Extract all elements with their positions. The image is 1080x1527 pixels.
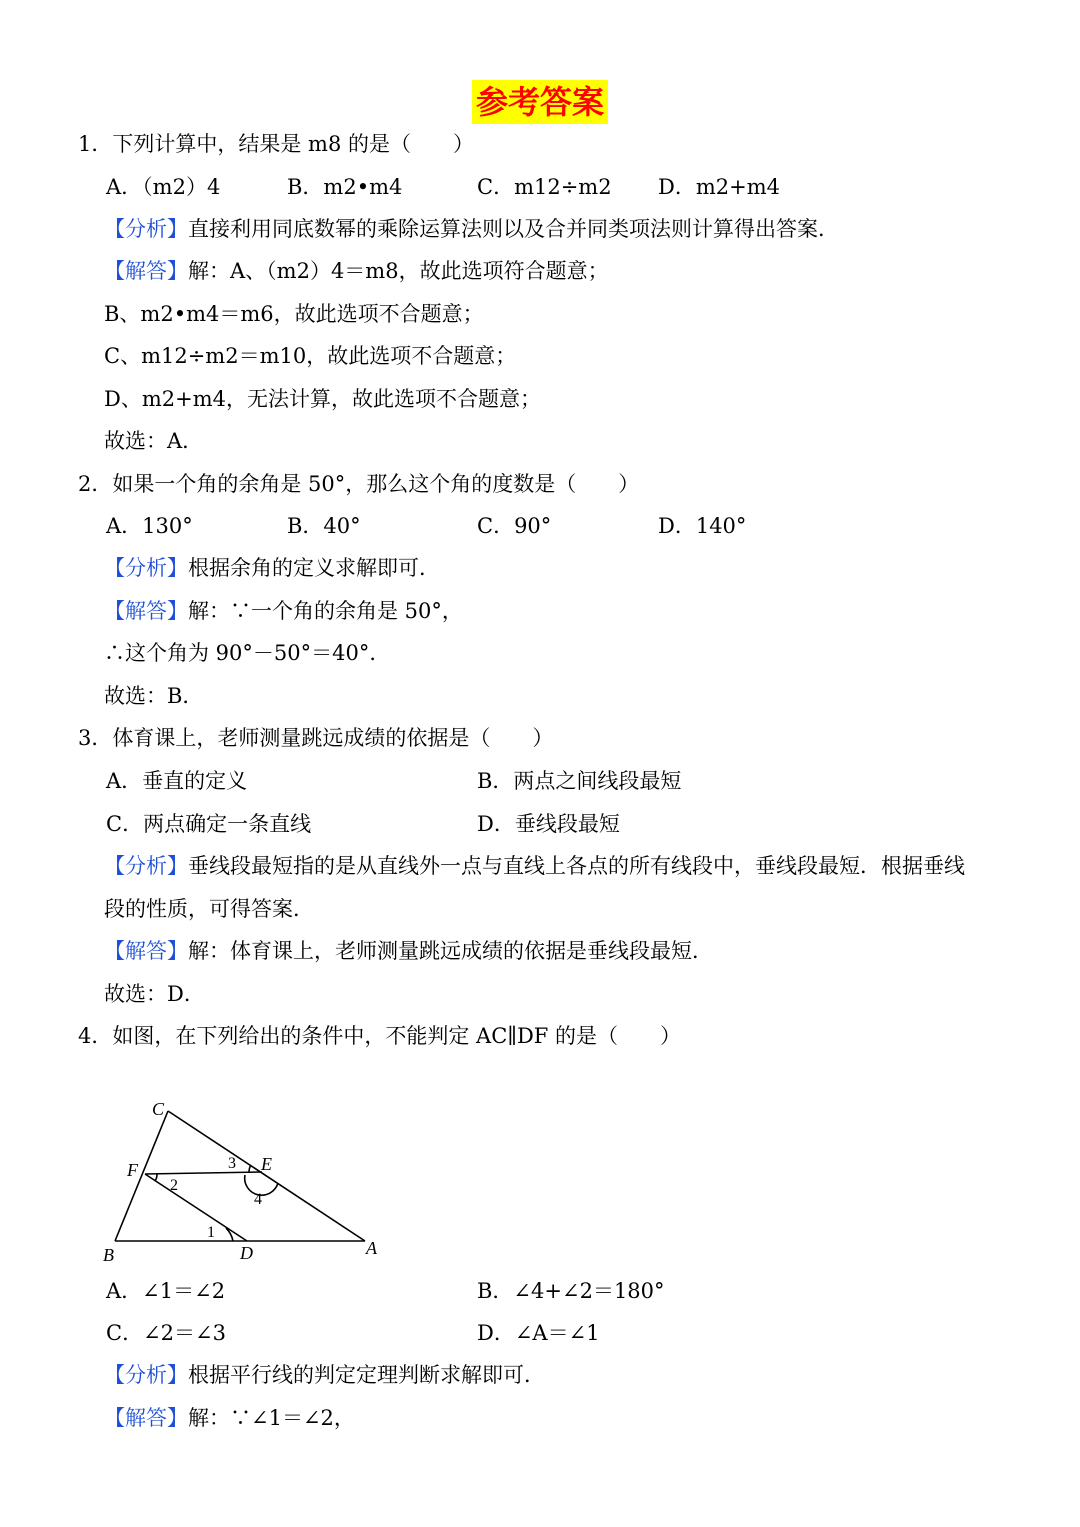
answer-tag: 【解答】	[104, 599, 188, 623]
q2-analysis	[104, 554, 440, 582]
q1-answer-line-d: D、m2+m4，无法计算，故此选项不合题意；	[104, 387, 541, 411]
segment-FE	[145, 1172, 262, 1174]
q4-stem: 4．如图，在下列给出的条件中，不能判定 AC∥DF 的是（ ）	[78, 1024, 682, 1048]
segment-CA	[168, 1111, 365, 1241]
label-D: D	[240, 1243, 253, 1263]
answer-tag: 【解答】	[104, 1406, 188, 1430]
label-B: B	[103, 1245, 114, 1265]
q4-option-c: C．∠2＝∠3	[106, 1321, 226, 1345]
q4-option-a: A．∠1＝∠2	[106, 1279, 226, 1303]
geometry-figure	[95, 1095, 395, 1270]
q1-option-b: B．m2•m4	[287, 175, 403, 199]
analysis-text: 直接利用同底数幂的乘除运算法则以及合并同类项法则计算得出答案．	[188, 217, 839, 241]
q2-answer-line-2: ∴这个角为 90°－50°＝40°．	[104, 641, 391, 665]
q1-option-d: D．m2+m4	[658, 175, 780, 199]
q4-option-d: D．∠A＝∠1	[477, 1321, 600, 1345]
q1-conclusion: 故选：A．	[104, 429, 204, 453]
answer-text: 解：A、（m2）4＝m8，故此选项符合题意；	[188, 259, 609, 283]
segment-FD	[145, 1174, 247, 1241]
q3-answer	[104, 937, 713, 965]
label-A: A	[366, 1238, 377, 1258]
q3-stem: 3．体育课上，老师测量跳远成绩的依据是（ ）	[78, 726, 554, 750]
q1-option-a: A．（m2）4	[106, 175, 221, 199]
page-title: 参考答案	[472, 80, 608, 124]
angle-arc-2	[155, 1174, 157, 1181]
answer-tag: 【解答】	[104, 259, 188, 283]
analysis-text: 根据余角的定义求解即可．	[188, 556, 440, 580]
analysis-tag: 【分析】	[104, 556, 188, 580]
q4-analysis	[104, 1361, 545, 1389]
q3-analysis	[104, 852, 965, 880]
q3-option-b: B．两点之间线段最短	[477, 769, 682, 793]
q1-answer	[104, 257, 609, 285]
q1-answer-line-b: B、m2•m4＝m6，故此选项不合题意；	[104, 302, 484, 326]
analysis-tag: 【分析】	[104, 1363, 188, 1387]
analysis-text: 根据平行线的判定定理判断求解即可．	[188, 1363, 545, 1387]
answer-text: 解：体育课上，老师测量跳远成绩的依据是垂线段最短．	[188, 939, 713, 963]
answer-text: 解：∵一个角的余角是 50°，	[188, 599, 463, 623]
q1-stem: 1．下列计算中，结果是 m8 的是（ ）	[78, 132, 474, 156]
q3-analysis-line-2: 段的性质，可得答案．	[104, 897, 314, 921]
label-E: E	[261, 1154, 272, 1174]
q2-answer	[104, 597, 463, 625]
q3-option-c: C．两点确定一条直线	[106, 812, 312, 836]
q3-conclusion: 故选：D．	[104, 982, 205, 1006]
q2-option-d: D．140°	[658, 514, 747, 538]
title-wrap	[0, 80, 1080, 124]
q2-conclusion: 故选：B．	[104, 684, 204, 708]
q4-option-b: B．∠4+∠2＝180°	[477, 1279, 665, 1303]
q2-option-a: A．130°	[106, 514, 193, 538]
q3-option-a: A．垂直的定义	[106, 769, 248, 793]
q2-stem: 2．如果一个角的余角是 50°，那么这个角的度数是（ ）	[78, 472, 640, 496]
label-angle-4: 4	[254, 1191, 262, 1208]
label-angle-3: 3	[228, 1155, 236, 1172]
angle-arc-3	[249, 1165, 251, 1172]
label-C: C	[152, 1099, 165, 1119]
q4-answer	[104, 1404, 355, 1432]
analysis-tag: 【分析】	[104, 854, 188, 878]
q2-option-c: C．90°	[477, 514, 552, 538]
analysis-tag: 【分析】	[104, 217, 188, 241]
label-angle-2: 2	[170, 1177, 178, 1194]
segment-BC	[115, 1111, 168, 1241]
q1-analysis	[104, 215, 839, 243]
label-F: F	[127, 1160, 138, 1180]
label-angle-1: 1	[207, 1224, 215, 1241]
q2-option-b: B．40°	[287, 514, 361, 538]
q3-option-d: D．垂线段最短	[477, 812, 620, 836]
answer-tag: 【解答】	[104, 939, 188, 963]
answer-text: 解：∵∠1＝∠2，	[188, 1406, 355, 1430]
q1-option-c: C．m12÷m2	[477, 175, 612, 199]
q1-answer-line-c: C、m12÷m2＝m10，故此选项不合题意；	[104, 344, 517, 368]
analysis-text: 垂线段最短指的是从直线外一点与直线上各点的所有线段中，垂线段最短．根据垂线	[188, 854, 965, 878]
